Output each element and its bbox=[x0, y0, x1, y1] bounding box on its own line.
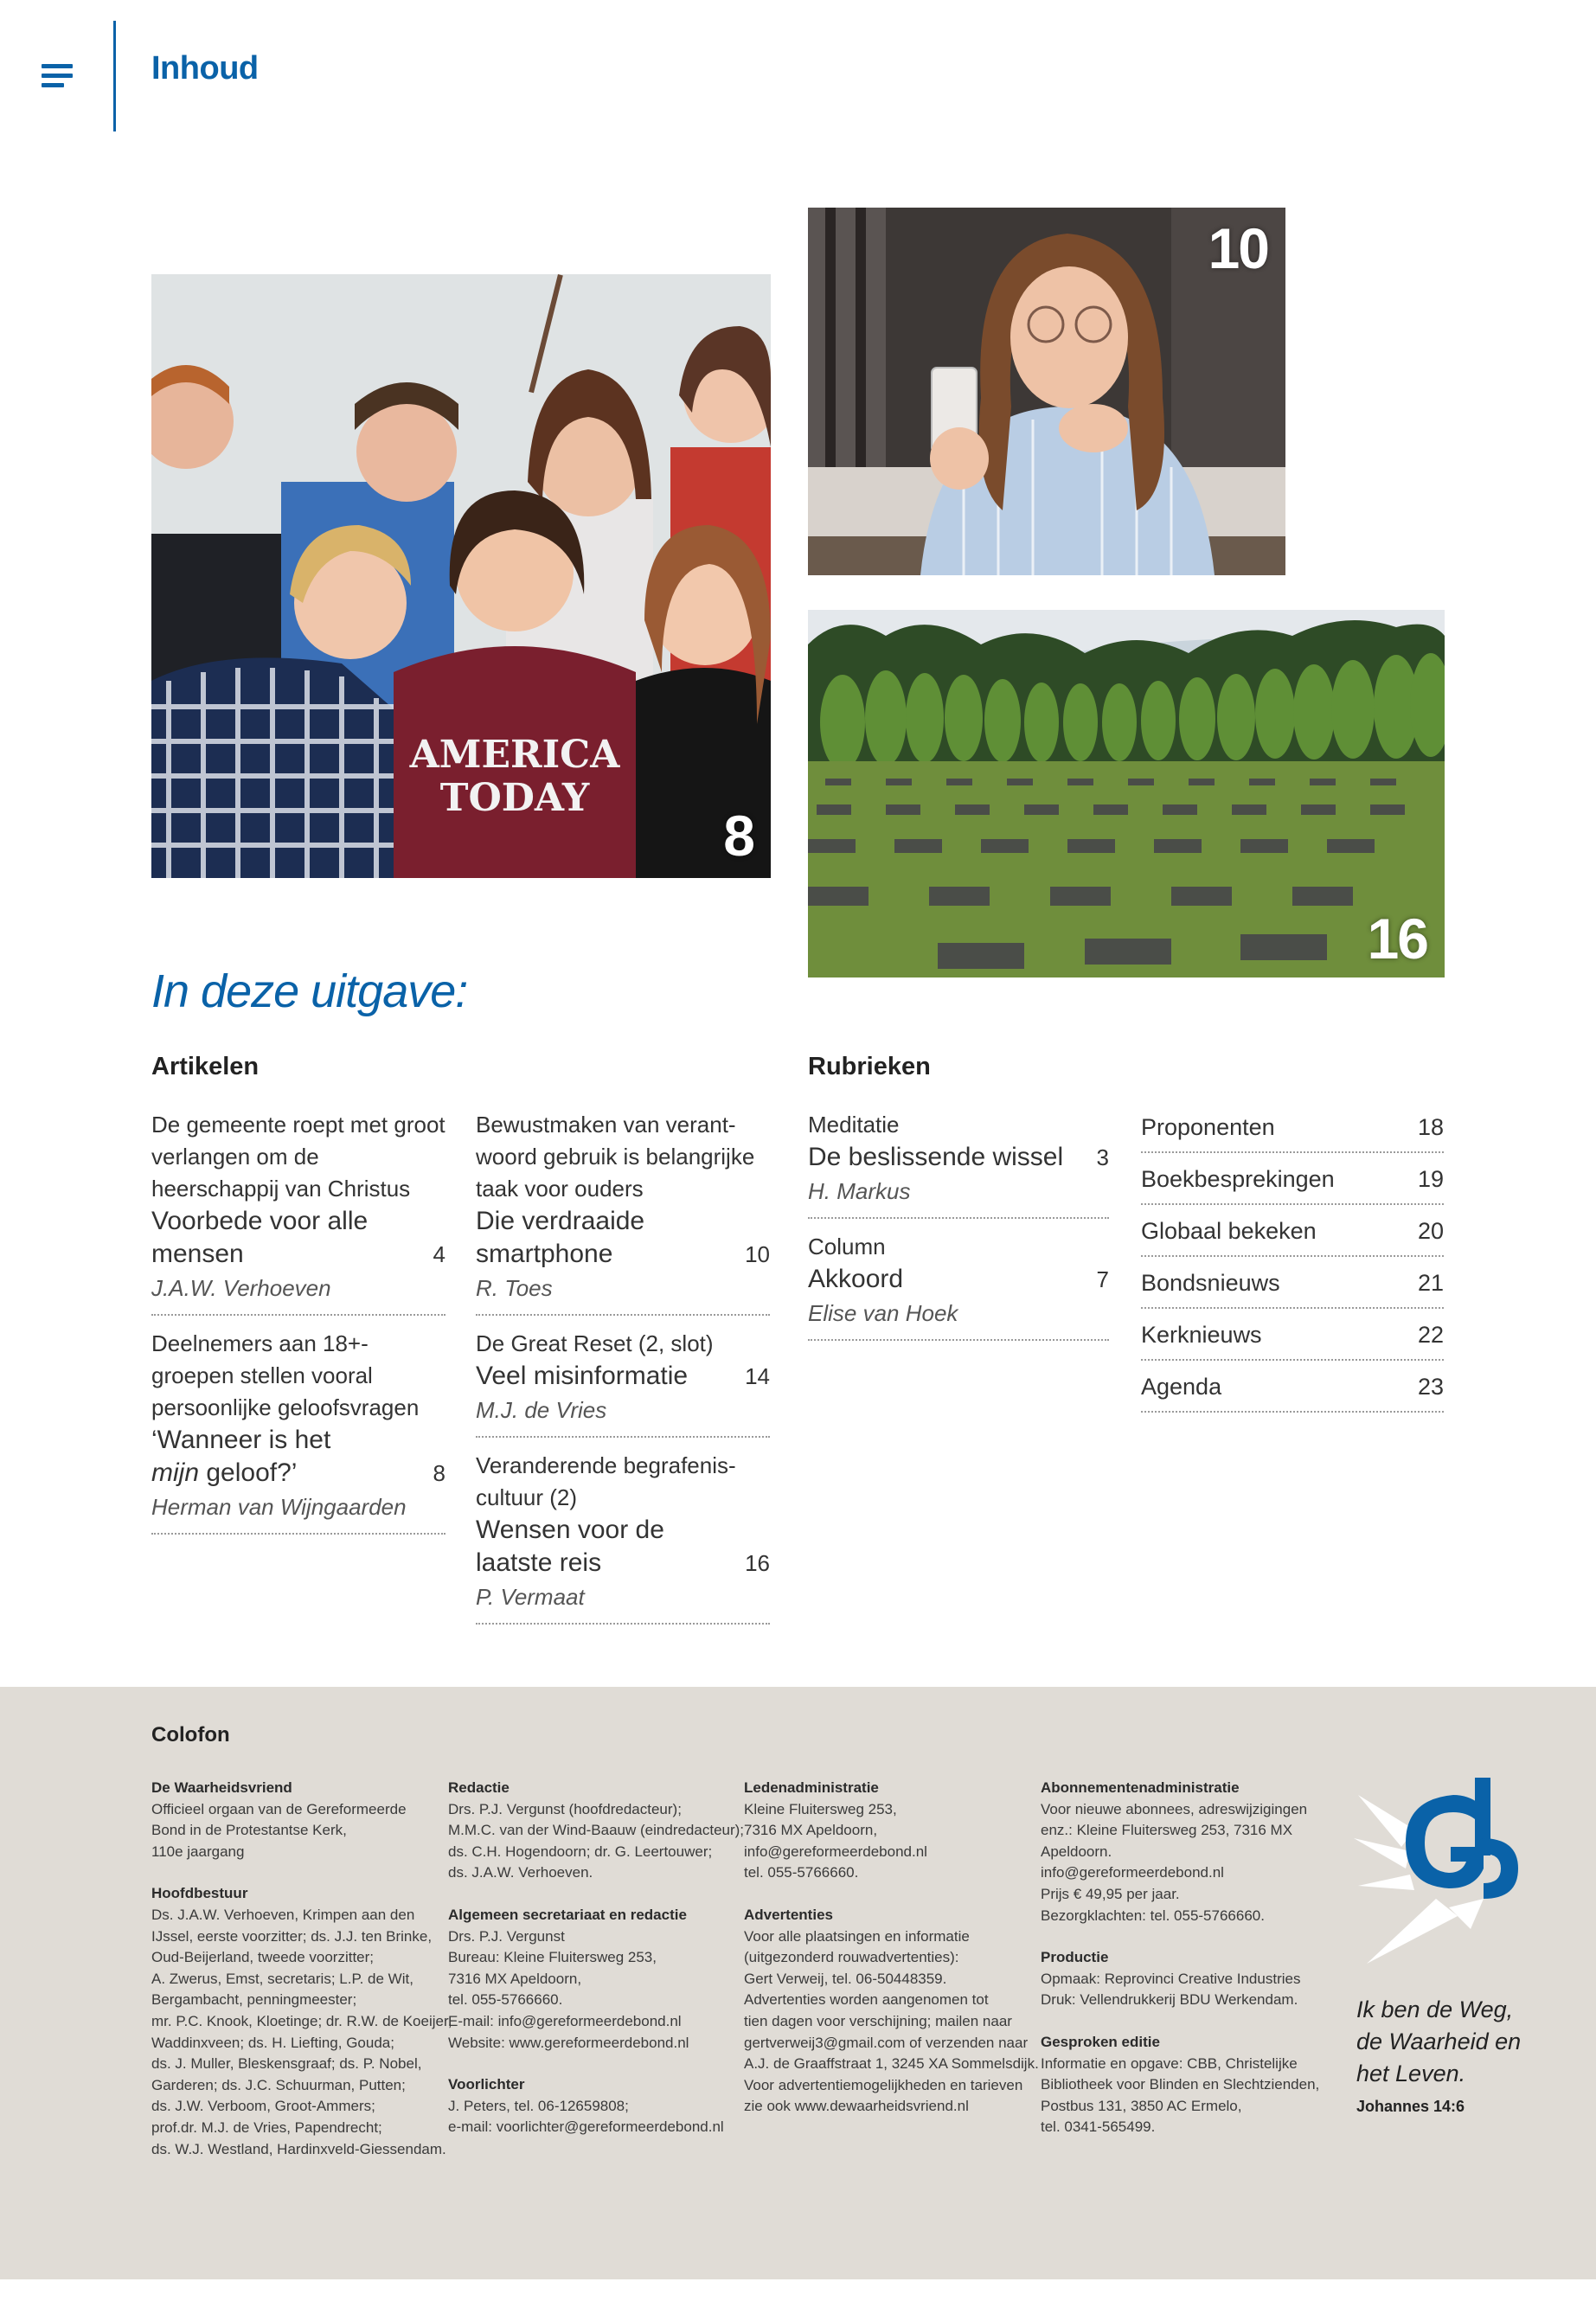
article-intro: De Great Reset (2, slot) bbox=[476, 1330, 714, 1356]
colofon-line: zie ook www.dewaarheidsvriend.nl bbox=[744, 2098, 969, 2115]
toc-article[interactable] bbox=[151, 1328, 445, 1535]
rubriek-link[interactable] bbox=[1141, 1155, 1444, 1205]
photo-war-cemetery bbox=[808, 610, 1445, 977]
rubrieken-column-2 bbox=[1141, 1103, 1444, 1414]
rubriek-link-label: Proponenten bbox=[1141, 1113, 1275, 1140]
colofon-line: Website: www.gereformeerdebond.nl bbox=[448, 2034, 689, 2051]
rubriek-link-label: Boekbesprekingen bbox=[1141, 1165, 1335, 1192]
colofon-line: tel. 0341-565499. bbox=[1041, 2118, 1156, 2136]
colofon-section-heading: De Waarheidsvriend bbox=[151, 1779, 292, 1796]
rubriek-link-page: 18 bbox=[1417, 1113, 1444, 1140]
artikelen-column-1 bbox=[151, 1109, 445, 1547]
colofon-line: Informatie en opgave: CBB, Christelijke bbox=[1041, 2054, 1298, 2072]
colofon-line: (uitgezonderd rouwadvertenties): bbox=[744, 1949, 959, 1966]
colofon-line: 110e jaargang bbox=[151, 1843, 245, 1860]
rubriek-link-page: 19 bbox=[1417, 1165, 1444, 1192]
page-title: Inhoud bbox=[151, 50, 259, 87]
rubriek-link[interactable] bbox=[1141, 1362, 1444, 1413]
rubriek-link-label: Globaal bekeken bbox=[1141, 1217, 1317, 1244]
article-page: 10 bbox=[745, 1241, 770, 1267]
colofon-section-heading: Voorlichter bbox=[448, 2076, 525, 2093]
colofon-panel bbox=[0, 1687, 1596, 2279]
article-author: P. Vermaat bbox=[476, 1584, 585, 1610]
article-page: 16 bbox=[745, 1550, 770, 1576]
colofon-line: Gert Verweij, tel. 06-50448359. bbox=[744, 1970, 947, 1987]
colofon-line: gertverweij3@gmail.com of verzenden naar bbox=[744, 2034, 1029, 2051]
article-page: 14 bbox=[745, 1363, 770, 1389]
article-title: Veel misinformatie bbox=[476, 1362, 689, 1390]
colofon-line: Bibliotheek voor Blinden en Slechtzienden, bbox=[1041, 2076, 1320, 2093]
photo-page-number: 8 bbox=[723, 804, 753, 868]
article-intro: Bewustmaken van verant-woord gebruik is belangrijke taak voor ouders bbox=[476, 1112, 755, 1202]
rubriek-link-label: Agenda bbox=[1141, 1373, 1222, 1400]
colofon-column bbox=[151, 1778, 452, 2160]
issue-contents-heading: In deze uitgave: bbox=[151, 965, 468, 1017]
rubriek-label: Meditatie bbox=[808, 1112, 900, 1138]
colofon-line: Bond in de Protestantse Kerk, bbox=[151, 1822, 347, 1839]
colofon-line: Waddinxveen; ds. H. Liefting, Gouda; bbox=[151, 2034, 394, 2051]
article-intro: Veranderende begrafenis-cultuur (2) bbox=[476, 1452, 736, 1510]
colofon-line: Drs. P.J. Vergunst (hoofdredacteur); bbox=[448, 1800, 682, 1817]
svg-text:TODAY: TODAY bbox=[439, 776, 590, 820]
colofon-line: Voor nieuwe abonnees, adreswijzigingen bbox=[1041, 1800, 1308, 1817]
colofon-line: Ds. J.A.W. Verhoeven, Krimpen aan den bbox=[151, 1906, 415, 1923]
gereformeerde-bond-logo bbox=[1354, 1778, 1527, 1925]
rubriek-link-page: 22 bbox=[1417, 1321, 1444, 1348]
colofon-line: info@gereformeerdebond.nl bbox=[1041, 1864, 1224, 1881]
bible-quote-reference: Johannes 14:6 bbox=[1356, 2098, 1465, 2115]
rubriek-link[interactable] bbox=[1141, 1311, 1444, 1361]
colofon-section-heading: Algemeen secretariaat en redactie bbox=[448, 1906, 687, 1923]
rubriek-title: De beslissende wissel bbox=[808, 1143, 1064, 1171]
quote-line: het Leven. bbox=[1356, 2061, 1466, 2086]
rubriek-link[interactable] bbox=[1141, 1259, 1444, 1309]
colofon-section-heading: Abonnementenadministratie bbox=[1041, 1779, 1240, 1796]
colofon-line: Drs. P.J. Vergunst bbox=[448, 1927, 565, 1945]
quote-line: de Waarheid en bbox=[1356, 2029, 1522, 2054]
colofon-column bbox=[448, 1778, 745, 2138]
colofon-line: 7316 MX Apeldoorn, bbox=[744, 1822, 878, 1839]
colofon-section-heading: Productie bbox=[1041, 1949, 1109, 1966]
article-title-emphasis: mijn bbox=[151, 1458, 200, 1487]
rubriek-link[interactable] bbox=[1141, 1103, 1444, 1153]
colofon-column bbox=[1041, 1778, 1326, 2138]
colofon-line: A.J. de Graaffstraat 1, 3245 XA Sommelsdijk. bbox=[744, 2055, 1039, 2073]
header-divider bbox=[113, 21, 116, 131]
colofon-line: mr. P.C. Knook, Kloetinge; dr. R.W. de Koeijer, bbox=[151, 2012, 452, 2029]
colofon-line: tel. 055-5766660. bbox=[448, 1991, 563, 2009]
rubriek-link-page: 21 bbox=[1417, 1269, 1444, 1296]
photo-youth-group bbox=[151, 274, 771, 878]
article-title: Wensen voor de laatste reis bbox=[476, 1516, 664, 1577]
colofon-line: ds. J. Muller, Bleskensgraaf; ds. P. Nobel, bbox=[151, 2055, 422, 2073]
toc-rubriek[interactable] bbox=[808, 1109, 1109, 1219]
colofon-line: Officieel orgaan van de Gereformeerde bbox=[151, 1800, 407, 1817]
colofon-line: ds. J.W. Verboom, Groot-Ammers; bbox=[151, 2098, 375, 2115]
colofon-line: ds. C.H. Hogendoorn; dr. G. Leertouwer; bbox=[448, 1843, 713, 1860]
rubriek-label: Column bbox=[808, 1234, 886, 1259]
colofon-title: Colofon bbox=[151, 1723, 230, 1747]
colofon-line: ds. W.J. Westland, Hardinxveld-Giessendam. bbox=[151, 2140, 446, 2157]
colofon-line: Apeldoorn. bbox=[1041, 1843, 1112, 1860]
colofon-line: Druk: Vellendrukkerij BDU Werkendam. bbox=[1041, 1991, 1298, 2009]
toc-rubriek[interactable] bbox=[808, 1231, 1109, 1341]
rubriek-page: 3 bbox=[1096, 1144, 1109, 1170]
article-page: 8 bbox=[433, 1460, 445, 1486]
article-intro: Deelnemers aan 18+-groepen stellen vooral persoonlijke geloofsvragen bbox=[151, 1330, 420, 1420]
colofon-line: J. Peters, tel. 06-12659808; bbox=[448, 2097, 629, 2114]
colofon-line: Voor alle plaatsingen en informatie bbox=[744, 1927, 970, 1945]
hamburger-menu-icon[interactable] bbox=[42, 64, 73, 88]
colofon-line: Advertenties worden aangenomen tot bbox=[744, 1991, 989, 2009]
colofon-line: tien dagen voor verschijning; mailen naar bbox=[744, 2012, 1012, 2029]
article-title-part: ‘Wanneer is het bbox=[151, 1426, 331, 1454]
article-title: Voorbede voor alle mensen bbox=[151, 1207, 369, 1268]
colofon-section-heading: Redactie bbox=[448, 1779, 510, 1796]
toc-article[interactable] bbox=[476, 1450, 770, 1625]
rubrieken-column-1 bbox=[808, 1109, 1109, 1353]
colofon-line: 7316 MX Apeldoorn, bbox=[448, 1970, 582, 1987]
colofon-column bbox=[744, 1778, 1039, 2118]
toc-article[interactable] bbox=[476, 1328, 770, 1438]
rubriek-link-page: 20 bbox=[1417, 1217, 1444, 1244]
article-author: Herman van Wijngaarden bbox=[151, 1494, 407, 1520]
photo-page-number: 10 bbox=[1208, 216, 1268, 280]
colofon-section-heading: Ledenadministratie bbox=[744, 1779, 879, 1796]
colofon-line: tel. 055-5766660. bbox=[744, 1864, 859, 1881]
artikelen-heading: Artikelen bbox=[151, 1053, 260, 1080]
rubriek-link[interactable] bbox=[1141, 1207, 1444, 1257]
colofon-line: Oud-Beijerland, tweede voorzitter; bbox=[151, 1949, 375, 1966]
colofon-line: Prijs € 49,95 per jaar. bbox=[1041, 1885, 1180, 1902]
rubriek-page: 7 bbox=[1096, 1266, 1109, 1292]
colofon-line: ds. J.A.W. Verhoeven. bbox=[448, 1864, 593, 1881]
colofon-line: Voor advertentiemogelijkheden en tarieven bbox=[744, 2076, 1023, 2093]
article-title-part: geloof?’ bbox=[206, 1458, 298, 1487]
colofon-line: Postbus 131, 3850 AC Ermelo, bbox=[1041, 2097, 1242, 2114]
colofon-section-heading: Hoofdbestuur bbox=[151, 1885, 248, 1902]
rubriek-link-page: 23 bbox=[1417, 1373, 1444, 1400]
article-author: R. Toes bbox=[476, 1275, 553, 1301]
artikelen-column-2 bbox=[476, 1109, 770, 1637]
colofon-line: M.M.C. van der Wind-Baauw (eindredacteur); bbox=[448, 1822, 745, 1839]
toc-article[interactable] bbox=[476, 1109, 770, 1316]
colofon-line: enz.: Kleine Fluitersweg 253, 7316 MX bbox=[1041, 1822, 1293, 1839]
article-page: 4 bbox=[433, 1241, 445, 1267]
article-title bbox=[151, 1424, 330, 1490]
colofon-line: Bureau: Kleine Fluitersweg 253, bbox=[448, 1949, 657, 1966]
colofon-line: Kleine Fluitersweg 253, bbox=[744, 1800, 897, 1817]
rubriek-title: Akkoord bbox=[808, 1265, 904, 1293]
rubriek-link-label: Bondsnieuws bbox=[1141, 1269, 1280, 1296]
bible-quote bbox=[1356, 1994, 1521, 2090]
article-author: J.A.W. Verhoeven bbox=[151, 1275, 331, 1301]
rubriek-author: H. Markus bbox=[808, 1178, 911, 1204]
article-author: M.J. de Vries bbox=[476, 1397, 607, 1423]
colofon-section-heading: Advertenties bbox=[744, 1906, 833, 1923]
rubriek-author: Elise van Hoek bbox=[808, 1300, 958, 1326]
toc-article[interactable] bbox=[151, 1109, 445, 1316]
colofon-line: E-mail: info@gereformeerdebond.nl bbox=[448, 2012, 682, 2029]
colofon-line: prof.dr. M.J. de Vries, Papendrecht; bbox=[151, 2118, 382, 2136]
photo-page-number: 16 bbox=[1367, 907, 1427, 971]
colofon-line: IJssel, eerste voorzitter; ds. J.J. ten Brinke, bbox=[151, 1927, 433, 1945]
article-title: Die verdraaide smartphone bbox=[476, 1207, 645, 1268]
colofon-line: Bergambacht, penningmeester; bbox=[151, 1991, 357, 2009]
colofon-line: Bezorgklachten: tel. 055-5766660. bbox=[1041, 1907, 1265, 1924]
colofon-section-heading: Gesproken editie bbox=[1041, 2033, 1160, 2050]
quote-line: Ik ben de Weg, bbox=[1356, 1997, 1514, 2022]
colofon-line: info@gereformeerdebond.nl bbox=[744, 1843, 927, 1860]
colofon-line: Opmaak: Reprovinci Creative Industries bbox=[1041, 1970, 1301, 1987]
colofon-line: A. Zwerus, Emst, secretaris; L.P. de Wit, bbox=[151, 1970, 413, 1987]
colofon-line: Garderen; ds. J.C. Schuurman, Putten; bbox=[151, 2076, 406, 2093]
rubrieken-heading: Rubrieken bbox=[808, 1053, 931, 1080]
svg-text:AMERICA: AMERICA bbox=[409, 733, 620, 777]
article-intro: De gemeente roept met groot verlangen om de heerschappij van Christus bbox=[151, 1112, 445, 1202]
colofon-line: e-mail: voorlichter@gereformeerdebond.nl bbox=[448, 2118, 724, 2136]
rubriek-link-label: Kerknieuws bbox=[1141, 1321, 1262, 1348]
photo-woman-smartphone bbox=[808, 208, 1285, 575]
